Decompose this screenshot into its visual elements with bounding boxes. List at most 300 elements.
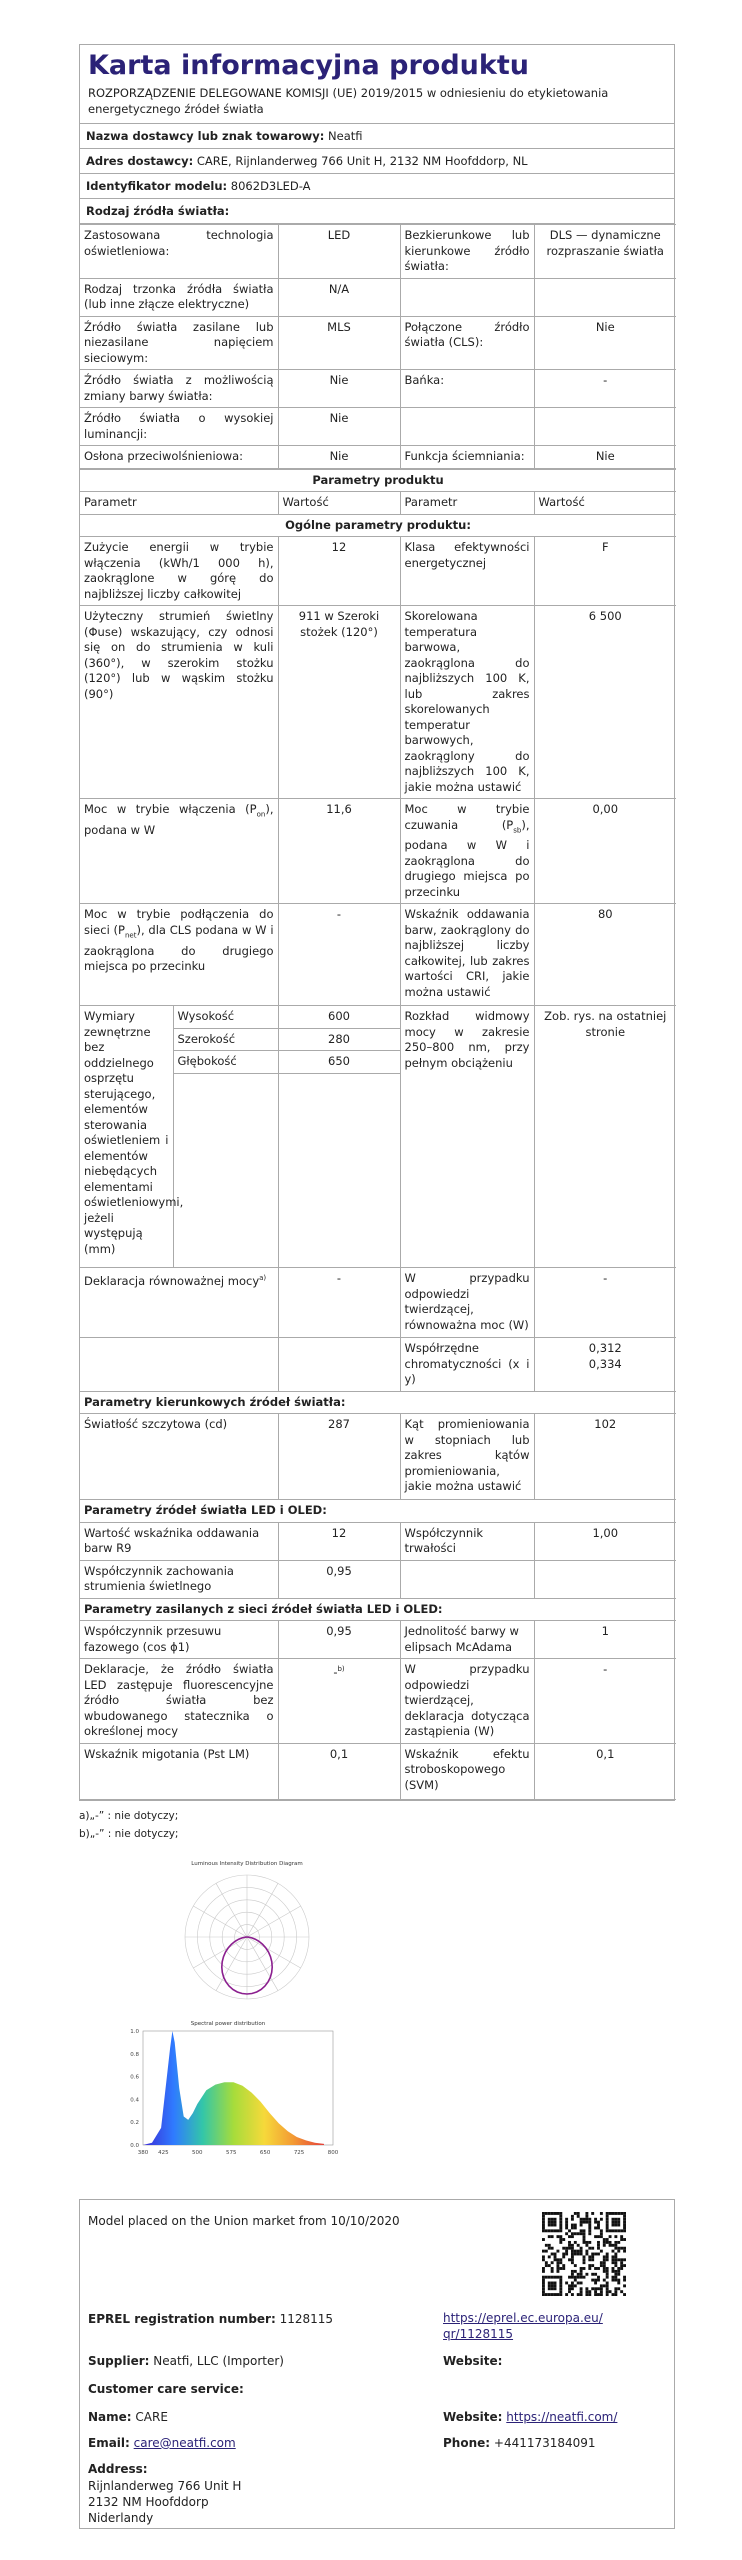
dimensions-values-table (279, 1006, 400, 1080)
qr-module (571, 2218, 574, 2221)
qr-module (594, 2278, 597, 2281)
qr-module (606, 2229, 609, 2232)
qr-module (571, 2249, 574, 2252)
qr-module (597, 2278, 600, 2281)
qr-module (620, 2247, 623, 2250)
qr-module (571, 2261, 574, 2264)
qr-module (559, 2223, 562, 2226)
model-id-value: 8062D3LED-A (230, 179, 311, 193)
qr-module (612, 2267, 615, 2270)
qr-module (612, 2261, 615, 2264)
qr-module (600, 2264, 603, 2267)
address-line-3: Niderlandy (88, 2510, 154, 2525)
spectrum-y-tick: 0.2 (130, 2119, 139, 2126)
qr-module (568, 2287, 571, 2290)
qr-module (574, 2278, 577, 2281)
qr-module (614, 2244, 617, 2247)
qr-module (609, 2244, 612, 2247)
qr-module (565, 2247, 568, 2250)
qr-module (574, 2212, 577, 2215)
source-type-row (80, 278, 676, 316)
qr-module (542, 2267, 545, 2270)
qr-module (606, 2293, 609, 2296)
qr-module (623, 2226, 626, 2229)
qr-module (554, 2258, 557, 2261)
chroma-label: Współrzędne chromatyczności (x i y) (400, 1338, 534, 1392)
dimensions-cell (80, 1006, 278, 1268)
qr-module (545, 2244, 548, 2247)
supplier-name-row (80, 124, 674, 149)
qr-module (542, 2229, 545, 2232)
qr-module (591, 2258, 594, 2261)
pf-value: 0,95 (278, 1621, 400, 1659)
qr-module (588, 2241, 591, 2244)
lumen-maintenance-value: 0,95 (278, 1560, 400, 1598)
qr-module (545, 2229, 548, 2232)
qr-module (591, 2264, 594, 2267)
eprel-link[interactable]: https://eprel.ec.europa.eu/qr/1128115 (443, 2310, 603, 2341)
mcadam-label: Jednolitość barwy w elipsach McAdama (400, 1621, 534, 1659)
qr-module (559, 2287, 562, 2290)
dimensions-values-filler (279, 1073, 400, 1080)
qr-module (591, 2255, 594, 2258)
charts-area (79, 1843, 675, 2173)
qr-module (551, 2247, 554, 2250)
qr-module (614, 2258, 617, 2261)
qr-module (594, 2235, 597, 2238)
qr-module (585, 2215, 588, 2218)
psb-sub: sb (513, 825, 522, 834)
source-type-cell: Rodzaj trzonka źródła światła (lub inne złącze elektryczne) (80, 278, 278, 316)
pon-value: 11,6 (278, 799, 400, 904)
qr-module (603, 2278, 606, 2281)
qr-module (542, 2258, 545, 2261)
qr-module (577, 2232, 580, 2235)
qr-module (585, 2244, 588, 2247)
width-value: 280 (279, 1028, 400, 1051)
footnote-a: a)„-” : nie dotyczy; (79, 1809, 179, 1822)
qr-module (583, 2238, 586, 2241)
qr-module (603, 2284, 606, 2287)
care-email-label: Email: (88, 2435, 130, 2450)
qr-module (597, 2226, 600, 2229)
qr-module (542, 2276, 545, 2279)
qr-module (588, 2255, 591, 2258)
qr-module (580, 2293, 583, 2296)
qr-module (614, 2241, 617, 2244)
qr-module (551, 2270, 554, 2273)
qr-module (565, 2226, 568, 2229)
pnet-label (80, 904, 278, 1006)
qr-module (614, 2261, 617, 2264)
equiv2-label: W przypadku odpowiedzi twierdzącej, równoważna moc (W) (400, 1268, 534, 1338)
qr-module (588, 2290, 591, 2293)
qr-module (594, 2252, 597, 2255)
qr-module (565, 2252, 568, 2255)
qr-module (583, 2218, 586, 2221)
psb-label-b: ), podana w W i zaokrąglona do drugiego miejsca po przecinku (404, 817, 530, 899)
address-line-1: Rijnlanderweg 766 Unit H (88, 2478, 242, 2493)
qr-module (568, 2258, 571, 2261)
qr-module (585, 2249, 588, 2252)
qr-module (580, 2249, 583, 2252)
qr-module (559, 2226, 562, 2229)
qr-module (565, 2232, 568, 2235)
care-email-link[interactable]: care@neatfi.com (133, 2435, 236, 2450)
qr-module (588, 2223, 591, 2226)
source-type-row (80, 370, 676, 408)
qr-module (556, 2212, 559, 2215)
polar-chart-title: Luminous Intensity Distribution Diagram (191, 1860, 303, 1867)
pnet-label-b: ), dla CLS podana w W i zaokrąglona do drugiego miejsca po przecinku (84, 922, 274, 974)
qr-module (585, 2220, 588, 2223)
spectrum-y-tick: 0.8 (130, 2051, 139, 2058)
care-email-row (88, 2436, 236, 2450)
qr-module (548, 2276, 551, 2279)
qr-module (548, 2255, 551, 2258)
qr-code-icon[interactable] (542, 2212, 626, 2296)
spectrum-y-tick: 0.4 (130, 2097, 139, 2104)
flux-label: Użyteczny strumień świetlny (Φuse) wskazujący, czy odnosi się on do strumienia w kuli (360°), w szerokim stożku (120°) lub w wąskim stożku (90°) (80, 606, 278, 799)
qr-module (580, 2276, 583, 2279)
qr-module (612, 2244, 615, 2247)
qr-module (603, 2264, 606, 2267)
qr-module (606, 2287, 609, 2290)
qr-module (588, 2220, 591, 2223)
qr-module (620, 2212, 623, 2215)
r9-label: Wartość wskaźnika oddawania barw R9 (80, 1522, 278, 1560)
qr-module (588, 2226, 591, 2229)
qr-module (571, 2281, 574, 2284)
source-type-cell: Bezkierunkowe lub kierunkowe źródło światła: (400, 225, 534, 279)
qr-module (574, 2252, 577, 2255)
qr-module (571, 2235, 574, 2238)
qr-module (594, 2218, 597, 2221)
qr-module (571, 2284, 574, 2287)
qr-module (559, 2229, 562, 2232)
r9-value: 12 (278, 1522, 400, 1560)
qr-module (597, 2252, 600, 2255)
qr-module (620, 2264, 623, 2267)
care-address-block (88, 2462, 148, 2477)
product-information-sheet (79, 44, 675, 2529)
qr-module (559, 2276, 562, 2279)
qr-module (551, 2229, 554, 2232)
equiv-label (80, 1268, 278, 1338)
spectrum-x-tick: 425 (158, 2149, 169, 2156)
eprel-reg-label: EPREL registration number: (88, 2311, 276, 2326)
survival-label: Współczynnik trwałości (400, 1522, 534, 1560)
source-type-cell: Nie (534, 316, 676, 370)
qr-module (551, 2293, 554, 2296)
source-type-cell: - (534, 370, 676, 408)
qr-module (614, 2252, 617, 2255)
source-type-cell: Źródło światła o wysokiej luminancji: (80, 408, 278, 446)
care-phone-label: Phone: (443, 2435, 491, 2450)
qr-module (609, 2235, 612, 2238)
qr-module (562, 2264, 565, 2267)
qr-module (594, 2220, 597, 2223)
source-type-cell: Połączone źródło światła (CLS): (400, 316, 534, 370)
care-phone-value: +441173184091 (493, 2435, 596, 2450)
cri-value: 80 (534, 904, 676, 1006)
replacement-value-text: - (333, 1665, 338, 1680)
qr-module (571, 2215, 574, 2218)
qr-module (559, 2218, 562, 2221)
source-type-row (80, 316, 676, 370)
qr-module (559, 2278, 562, 2281)
qr-module (571, 2232, 574, 2235)
spectrum-x-tick: 500 (192, 2149, 203, 2156)
qr-module (548, 2247, 551, 2250)
customer-care-label-text: Customer care service: (88, 2381, 244, 2396)
qr-module (623, 2249, 626, 2252)
qr-module (583, 2267, 586, 2270)
qr-module (542, 2278, 545, 2281)
col-value-header-2: Wartość (534, 492, 676, 515)
qr-module (574, 2232, 577, 2235)
equiv-sup: a) (259, 1274, 267, 1283)
qr-module (597, 2241, 600, 2244)
qr-module (577, 2252, 580, 2255)
qr-module (565, 2293, 568, 2296)
equiv-value: - (278, 1268, 400, 1338)
qr-module (583, 2255, 586, 2258)
replacement-value (278, 1659, 400, 1744)
qr-module (606, 2267, 609, 2270)
source-type-heading-text: Rodzaj źródła światła: (86, 204, 230, 218)
qr-module (577, 2276, 580, 2279)
qr-module (545, 2212, 548, 2215)
qr-module (554, 2276, 557, 2279)
col-value-header: Wartość (278, 492, 400, 515)
qr-module (623, 2247, 626, 2250)
polar-grid-spoke (247, 1906, 301, 1937)
qr-module (585, 2252, 588, 2255)
qr-module (548, 2235, 551, 2238)
svm-value: 0,1 (534, 1743, 676, 1799)
qr-module (580, 2218, 583, 2221)
beam-angle-label: Kąt promieniowania w stopniach lub zakres kątów promieniowania, jakie można ustawić (400, 1414, 534, 1500)
qr-module (612, 2276, 615, 2279)
qr-module (606, 2276, 609, 2279)
qr-module (623, 2220, 626, 2223)
qr-module (562, 2247, 565, 2250)
source-type-row (80, 225, 676, 279)
qr-module (583, 2229, 586, 2232)
qr-module (577, 2244, 580, 2247)
qr-module (612, 2249, 615, 2252)
supplier-address-value: CARE, Rijnlanderweg 766 Unit H, 2132 NM Hoofddorp, NL (196, 154, 528, 168)
qr-module (600, 2235, 603, 2238)
qr-module (565, 2220, 568, 2223)
qr-module (542, 2255, 545, 2258)
qr-module (609, 2212, 612, 2215)
qr-module (617, 2241, 620, 2244)
qr-module (562, 2255, 565, 2258)
qr-module (574, 2249, 577, 2252)
qr-module (594, 2287, 597, 2290)
qr-module (571, 2276, 574, 2279)
qr-module (542, 2223, 545, 2226)
lumen-maintenance-label: Współczynnik zachowania strumienia świetlnego (80, 1560, 278, 1598)
qr-module (609, 2229, 612, 2232)
polar-intensity-chart (157, 1857, 337, 2007)
qr-module (571, 2255, 574, 2258)
qr-module (614, 2235, 617, 2238)
polar-grid-spoke (216, 1883, 247, 1937)
source-type-cell (400, 278, 534, 316)
qr-module (574, 2264, 577, 2267)
qr-module (612, 2278, 615, 2281)
qr-module (554, 2252, 557, 2255)
qr-module (542, 2226, 545, 2229)
qr-module (617, 2212, 620, 2215)
energy-class-label: Klasa efektywności energetycznej (400, 537, 534, 606)
qr-module (620, 2290, 623, 2293)
qr-module (551, 2252, 554, 2255)
qr-module (588, 2258, 591, 2261)
qr-module (614, 2278, 617, 2281)
care-website-row (443, 2410, 617, 2424)
pnet-label-a: Moc w trybie podłączenia do sieci (P (84, 907, 274, 937)
qr-module (545, 2249, 548, 2252)
address-line-2: 2132 NM Hoofddorp (88, 2494, 209, 2509)
equiv-label-text: Deklaracja równoważnej mocy (84, 1274, 260, 1289)
qr-module (603, 2261, 606, 2264)
source-type-cell: Nie (278, 446, 400, 469)
qr-module (614, 2223, 617, 2226)
qr-module (614, 2276, 617, 2279)
qr-module (614, 2264, 617, 2267)
qr-module (597, 2223, 600, 2226)
qr-module (542, 2293, 545, 2296)
qr-module (562, 2267, 565, 2270)
qr-module (585, 2241, 588, 2244)
qr-module (588, 2267, 591, 2270)
qr-module (603, 2267, 606, 2270)
supplier-address-row (80, 149, 674, 174)
qr-module (614, 2290, 617, 2293)
pf-label: Współczynnik przesuwu fazowego (cos ϕ1) (80, 1621, 278, 1659)
qr-module (542, 2220, 545, 2223)
qr-module (559, 2290, 562, 2293)
qr-module (617, 2229, 620, 2232)
pon-label (80, 799, 278, 904)
source-type-cell: Bańka: (400, 370, 534, 408)
spectrum-chart-title: Spectral power distribution (190, 2020, 266, 2027)
care-address-lines (88, 2478, 241, 2526)
qr-module (614, 2218, 617, 2221)
qr-module (580, 2229, 583, 2232)
qr-module (551, 2287, 554, 2290)
qr-module (577, 2273, 580, 2276)
qr-module (600, 2290, 603, 2293)
led-heading: Parametry źródeł światła LED i OLED: (80, 1500, 676, 1523)
qr-module (559, 2281, 562, 2284)
replacement2-label: W przypadku odpowiedzi twierdzącej, deklaracja dotycząca zastąpienia (W) (400, 1659, 534, 1744)
qr-module (617, 2273, 620, 2276)
qr-module (594, 2293, 597, 2296)
qr-module (606, 2284, 609, 2287)
dimensions-table (80, 1006, 278, 1267)
depth-value: 650 (279, 1051, 400, 1074)
eprel-reg-value: 1128115 (279, 2311, 334, 2326)
spd-value: Zob. rys. na ostatniej stronie (534, 1006, 676, 1268)
qr-module (623, 2212, 626, 2215)
qr-module (620, 2261, 623, 2264)
energy-value: 12 (278, 537, 400, 606)
qr-module (571, 2244, 574, 2247)
replacement2-value: - (534, 1659, 676, 1744)
supplier-value: Neatfi, LLC (Importer) (153, 2353, 284, 2368)
qr-module (548, 2212, 551, 2215)
qr-module (594, 2226, 597, 2229)
qr-module (614, 2270, 617, 2273)
qr-module (606, 2215, 609, 2218)
qr-module (623, 2278, 626, 2281)
qr-module (571, 2247, 574, 2250)
qr-module (597, 2287, 600, 2290)
market-date-text: Model placed on the Union market from 10/10/2020 (88, 2213, 400, 2228)
qr-module (548, 2223, 551, 2226)
qr-module (623, 2258, 626, 2261)
params-heading: Parametry produktu (80, 469, 676, 492)
source-type-cell: Nie (278, 408, 400, 446)
qr-module (554, 2220, 557, 2223)
qr-module (551, 2284, 554, 2287)
qr-module (571, 2226, 574, 2229)
cri-label: Wskaźnik oddawania barw, zaokrąglony do najbliższej liczby całkowitej, lub zakres wartości CRI, jakie można ustawić (400, 904, 534, 1006)
flux-value: 911 w Szeroki stożek (120°) (278, 606, 400, 799)
source-type-row (80, 446, 676, 469)
mcadam-value: 1 (534, 1621, 676, 1659)
qr-module (559, 2241, 562, 2244)
qr-module (574, 2270, 577, 2273)
qr-module (571, 2223, 574, 2226)
source-type-row (80, 408, 676, 446)
qr-module (620, 2229, 623, 2232)
qr-module (600, 2232, 603, 2235)
qr-module (606, 2258, 609, 2261)
qr-module (565, 2218, 568, 2221)
qr-module (542, 2284, 545, 2287)
qr-module (617, 2287, 620, 2290)
polar-grid-spoke (193, 1906, 247, 1937)
spectral-distribution-chart (113, 2017, 343, 2167)
qr-module (594, 2290, 597, 2293)
spectrum-x-tick: 575 (225, 2149, 237, 2156)
dimensions-label: Wymiary zewnętrzne bez oddzielnego osprzętu sterującego, elementów sterowania oświetleniem i elementów niebędących elementami oświetleniowymi, jeżeli występują (mm) (80, 1006, 173, 1267)
qr-module (551, 2218, 554, 2221)
care-name-row (88, 2410, 168, 2424)
qr-module (597, 2220, 600, 2223)
energy-class-value: F (534, 537, 676, 606)
qr-module (588, 2293, 591, 2296)
care-website-link[interactable]: https://neatfi.com/ (506, 2409, 618, 2424)
qr-module (565, 2223, 568, 2226)
qr-module (597, 2247, 600, 2250)
beam-angle-value: 102 (534, 1414, 676, 1500)
qr-module (556, 2229, 559, 2232)
dimensions-values-cell (278, 1006, 400, 1268)
qr-module (620, 2235, 623, 2238)
qr-module (609, 2290, 612, 2293)
qr-module (623, 2238, 626, 2241)
qr-module (574, 2223, 577, 2226)
source-type-cell: Źródło światła zasilane lub niezasilane napięciem sieciowym: (80, 316, 278, 370)
qr-module (606, 2218, 609, 2221)
